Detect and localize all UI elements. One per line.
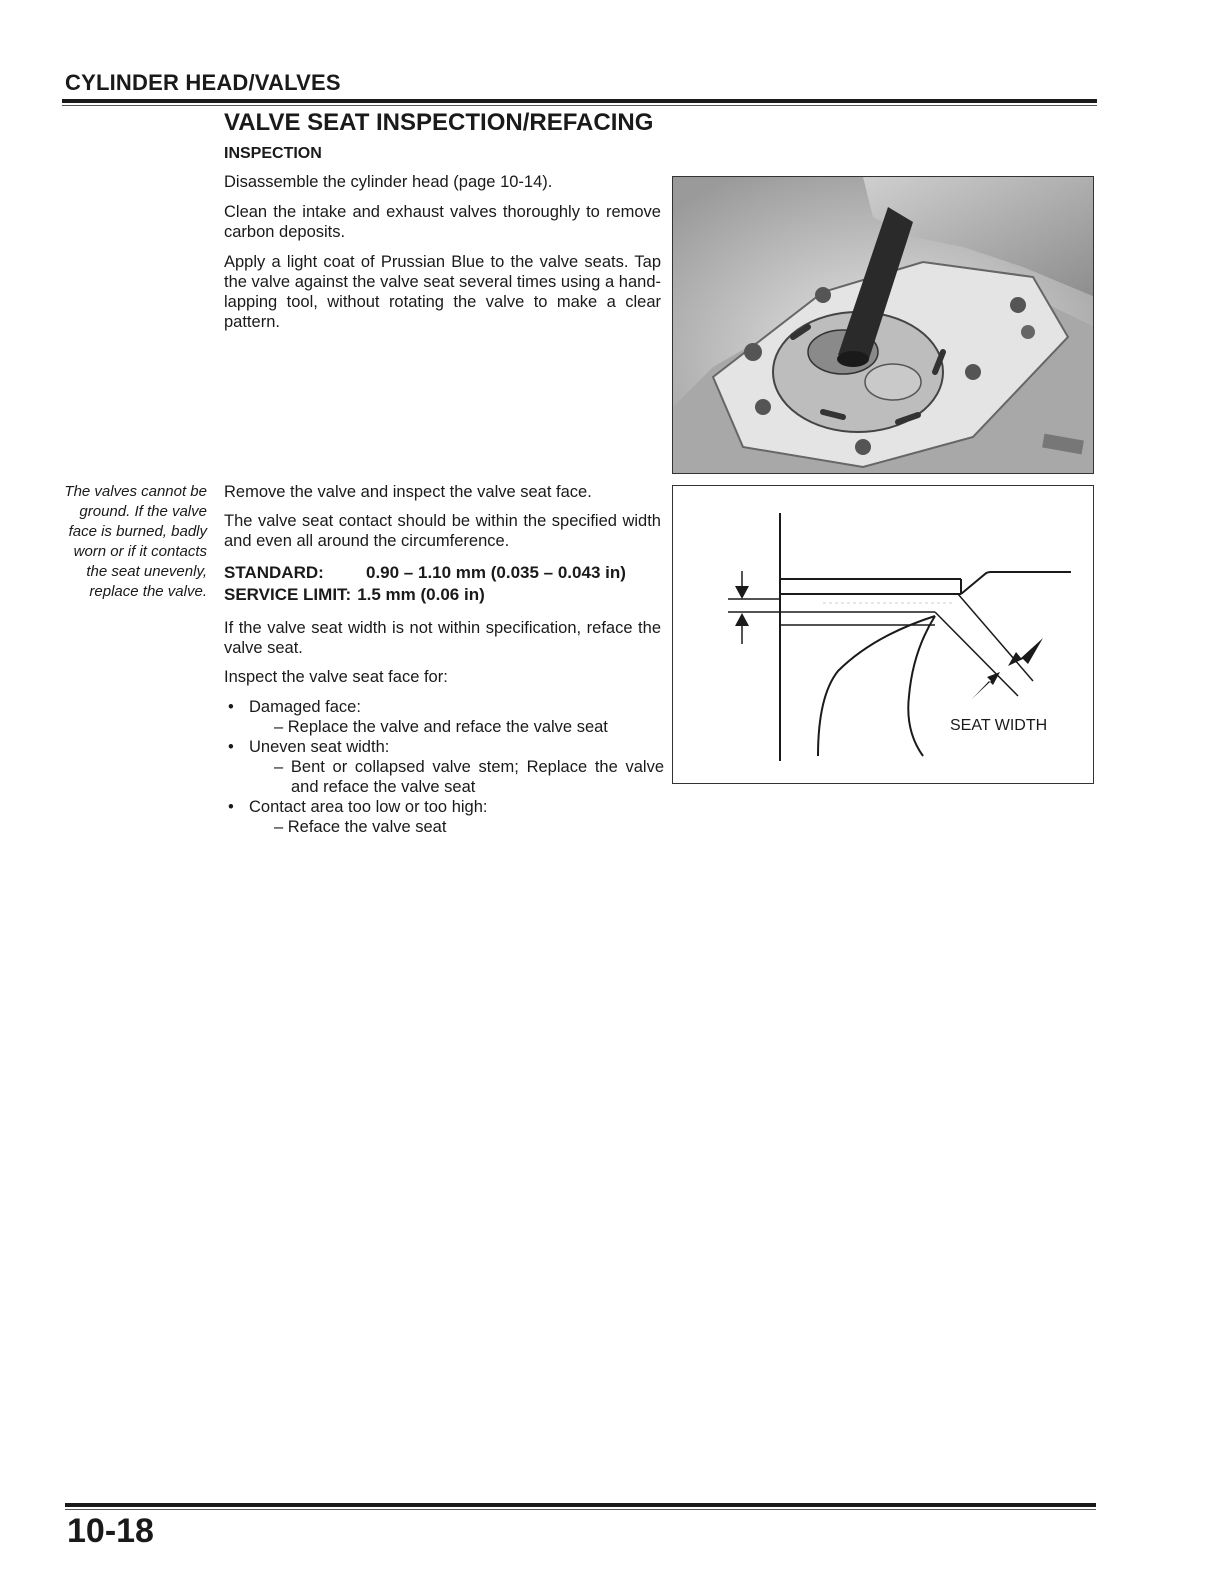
paragraph-disassemble: Disassemble the cylinder head (page 10-14). — [224, 173, 553, 191]
footer-rule — [65, 1503, 1096, 1507]
list-item — [224, 737, 664, 797]
header-rule — [62, 99, 1097, 103]
list-item-label: Damaged face: — [249, 698, 361, 716]
list-item-label: Uneven seat width: — [249, 738, 390, 756]
list-item-remedy: – Replace the valve and reface the valve seat — [274, 718, 608, 736]
side-note: The valves cannot be ground. If the valve face is burned, badly worn or if it contacts the seat unevenly, replace the valve. — [64, 483, 207, 600]
spec-service-label: SERVICE LIMIT: — [224, 585, 352, 604]
bullet: • — [228, 738, 234, 756]
footer-rule-thin — [65, 1509, 1096, 1510]
header-rule-thin — [62, 105, 1097, 106]
inspection-checklist — [224, 697, 664, 837]
paragraph-inspect-for: Inspect the valve seat face for: — [224, 668, 448, 686]
list-item — [224, 697, 664, 737]
chapter-title: CYLINDER HEAD/VALVES — [65, 70, 341, 95]
paragraph-clean: Clean the intake and exhaust valves thoroughly to remove carbon deposits. — [224, 203, 661, 241]
spec-standard — [224, 563, 626, 583]
list-item — [224, 797, 664, 837]
spec-service-value: 1.5 mm (0.06 in) — [357, 585, 485, 604]
seat-width-label: SEAT WIDTH — [950, 717, 1048, 734]
section-title: VALVE SEAT INSPECTION/REFACING — [224, 109, 654, 136]
seat-width-diagram-drawing — [673, 486, 1093, 783]
list-item-remedy: – Bent or collapsed valve stem; Replace the valve and reface the valve seat — [274, 758, 664, 796]
paragraph-apply: Apply a light coat of Prussian Blue to the valve seats. Tap the valve against the valve seat several times using a hand-lapping tool, without rotating the valve to make a clear pattern. — [224, 253, 661, 331]
cylinder-head-photo — [672, 176, 1094, 474]
bullet: • — [228, 798, 234, 816]
paragraph-remove-valve: Remove the valve and inspect the valve seat face. — [224, 483, 592, 501]
lapping-tool-photo-illustration — [673, 177, 1094, 474]
seat-width-diagram — [672, 485, 1094, 784]
spec-standard-label: STANDARD: — [224, 563, 324, 582]
paragraph-reface: If the valve seat width is not within specification, reface the valve seat. — [224, 619, 661, 657]
spec-service-limit — [224, 585, 485, 605]
list-item-label: Contact area too low or too high: — [249, 798, 488, 816]
bullet: • — [228, 698, 234, 716]
subsection-title: INSPECTION — [224, 145, 322, 162]
page-number: 10-18 — [67, 1512, 154, 1550]
spec-standard-value: 0.90 – 1.10 mm (0.035 – 0.043 in) — [366, 563, 626, 582]
paragraph-contact-width: The valve seat contact should be within the specified width and even all around the circumference. — [224, 512, 661, 550]
list-item-remedy: – Reface the valve seat — [274, 818, 447, 836]
